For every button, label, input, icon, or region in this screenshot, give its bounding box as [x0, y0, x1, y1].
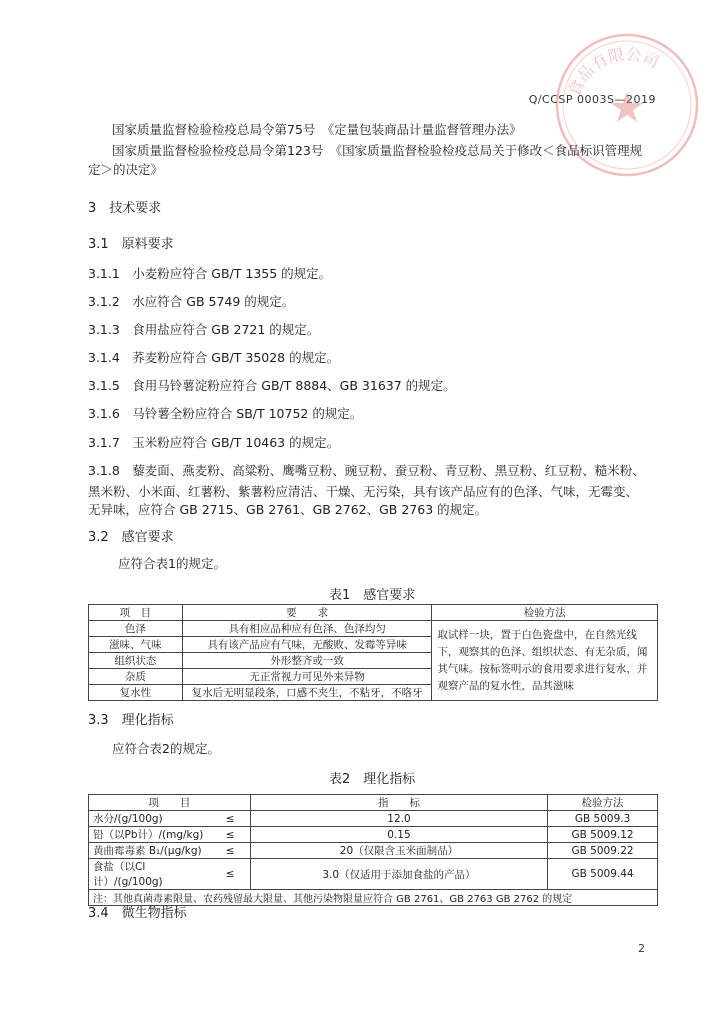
page-number: 2 [638, 942, 645, 955]
reference-line: 国家质量监督检验检疫总局令第123号 《国家质量监督检验检疫总局关于修改＜食品标识管理规 [112, 143, 643, 158]
section-3-2-text: 应符合表1的规定。 [118, 556, 226, 571]
table1-cell: 复水性 [89, 685, 183, 701]
table2-header-index: 指 标 [250, 795, 547, 811]
table2-title: 表2 理化指标 [329, 772, 416, 787]
table2 [88, 794, 658, 906]
table2-cell: 水分/(g/100g) [89, 811, 211, 827]
table2-cell: GB 5009.44 [548, 859, 658, 890]
table2-header-item: 项 目 [89, 795, 251, 811]
table2-cell: 20（仅限含玉米面制品） [250, 843, 547, 859]
table2-cell: 3.0（仅适用于添加食盐的产品） [250, 859, 547, 890]
table2-cell: 铅（以Pb计）/(mg/kg) [89, 827, 211, 843]
clause-3-1-4: 3.1.4 荞麦粉应符合 GB/T 35028 的规定。 [88, 350, 340, 365]
table2-cell: GB 5009.12 [548, 827, 658, 843]
table1-cell: 外形整齐或一致 [182, 653, 432, 669]
table2-cell: 食盐（以Cl计）/(g/100g) [89, 859, 211, 890]
standard-code: Q/CCSP 0003S—2019 [528, 93, 656, 106]
table1-cell: 组织状态 [89, 653, 183, 669]
table1-cell: 杂质 [89, 669, 183, 685]
table1-header-item: 项 目 [89, 605, 183, 621]
clause-3-1-7: 3.1.7 玉米粉应符合 GB/T 10463 的规定。 [88, 435, 340, 450]
table1-cell: 色泽 [89, 621, 183, 637]
table1-cell: 具有相应品种应有色泽、色泽均匀 [182, 621, 432, 637]
table1-header-requirement: 要 求 [182, 605, 432, 621]
section-heading-3-4: 3.4 微生物指标 [88, 906, 187, 921]
clause-3-1-2: 3.1.2 水应符合 GB 5749 的规定。 [88, 294, 295, 309]
table1-header-method: 检验方法 [432, 605, 658, 621]
table2-cell: ≤ [210, 843, 250, 859]
clause-3-1-6: 3.1.6 马铃薯全粉应符合 SB/T 10752 的规定。 [88, 406, 363, 421]
table2-cell: ≤ [210, 859, 250, 890]
section-heading-3-3: 3.3 理化指标 [88, 713, 174, 728]
table2-cell: GB 5009.3 [548, 811, 658, 827]
table1-cell: 复水后无明显段条，口感不夹生，不粘牙，不咯牙 [182, 685, 432, 701]
clause-3-1-3: 3.1.3 食用盐应符合 GB 2721 的规定。 [88, 322, 320, 337]
table2-note: 注：其他真菌毒素限量、农药残留最大限量、其他污染物限量应符合 GB 2761、GB 2763 GB 2762 的规定 [89, 890, 658, 906]
table2-cell: 黄曲霉毒素 B₁/(μg/kg) [89, 843, 211, 859]
svg-text:食品有限公司: 食品有限公司 [564, 44, 663, 99]
table2-header-method: 检验方法 [548, 795, 658, 811]
clause-3-1-8-line: 无异味，应符合 GB 2715、GB 2761、GB 2762、GB 2763 的规定。 [88, 502, 488, 517]
table1-cell: 具有该产品应有气味，无酸败、发霉等异味 [182, 637, 432, 653]
table2-cell: 0.15 [250, 827, 547, 843]
clause-3-1-8-line: 黑米粉、小米面、红薯粉、紫薯粉应清洁、干燥、无污染，具有该产品应有的色泽、气味，无霉变、 [88, 484, 639, 499]
section-heading-3-2: 3.2 感官要求 [88, 530, 174, 545]
table2-cell: ≤ [210, 827, 250, 843]
clause-3-1-8-line: 3.1.8 藜麦面、燕麦粉、高粱粉、鹰嘴豆粉、豌豆粉、蚕豆粉、青豆粉、黑豆粉、红豆粉、糙米粉、 [88, 463, 645, 478]
clause-3-1-5: 3.1.5 食用马铃薯淀粉应符合 GB/T 8884、GB 31637 的规定。 [88, 378, 456, 393]
table1-title: 表1 感官要求 [329, 588, 416, 603]
section-heading-3-1: 3.1 原料要求 [88, 237, 174, 252]
table1-cell: 无正常视力可见外来异物 [182, 669, 432, 685]
table1 [88, 604, 658, 701]
reference-line: 定＞的决定》 [88, 162, 164, 177]
table2-cell: 12.0 [250, 811, 547, 827]
reference-line: 国家质量监督检验检疫总局令第75号 《定量包装商品计量监督管理办法》 [112, 122, 522, 137]
table1-cell: 滋味、气味 [89, 637, 183, 653]
table2-cell: ≤ [210, 811, 250, 827]
table2-cell: GB 5009.22 [548, 843, 658, 859]
section-heading-3: 3 技术要求 [88, 201, 162, 216]
clause-3-1-1: 3.1.1 小麦粉应符合 GB/T 1355 的规定。 [88, 266, 332, 281]
table1-method-cell: 取试样一块，置于白色瓷盘中，在自然光线下，观察其的色泽、组织状态、有无杂质，闻其气味。按标签明示的食用要求进行复水，并观察产品的复水性，品其滋味 [432, 621, 658, 701]
section-3-3-text: 应符合表2的规定。 [112, 741, 220, 756]
